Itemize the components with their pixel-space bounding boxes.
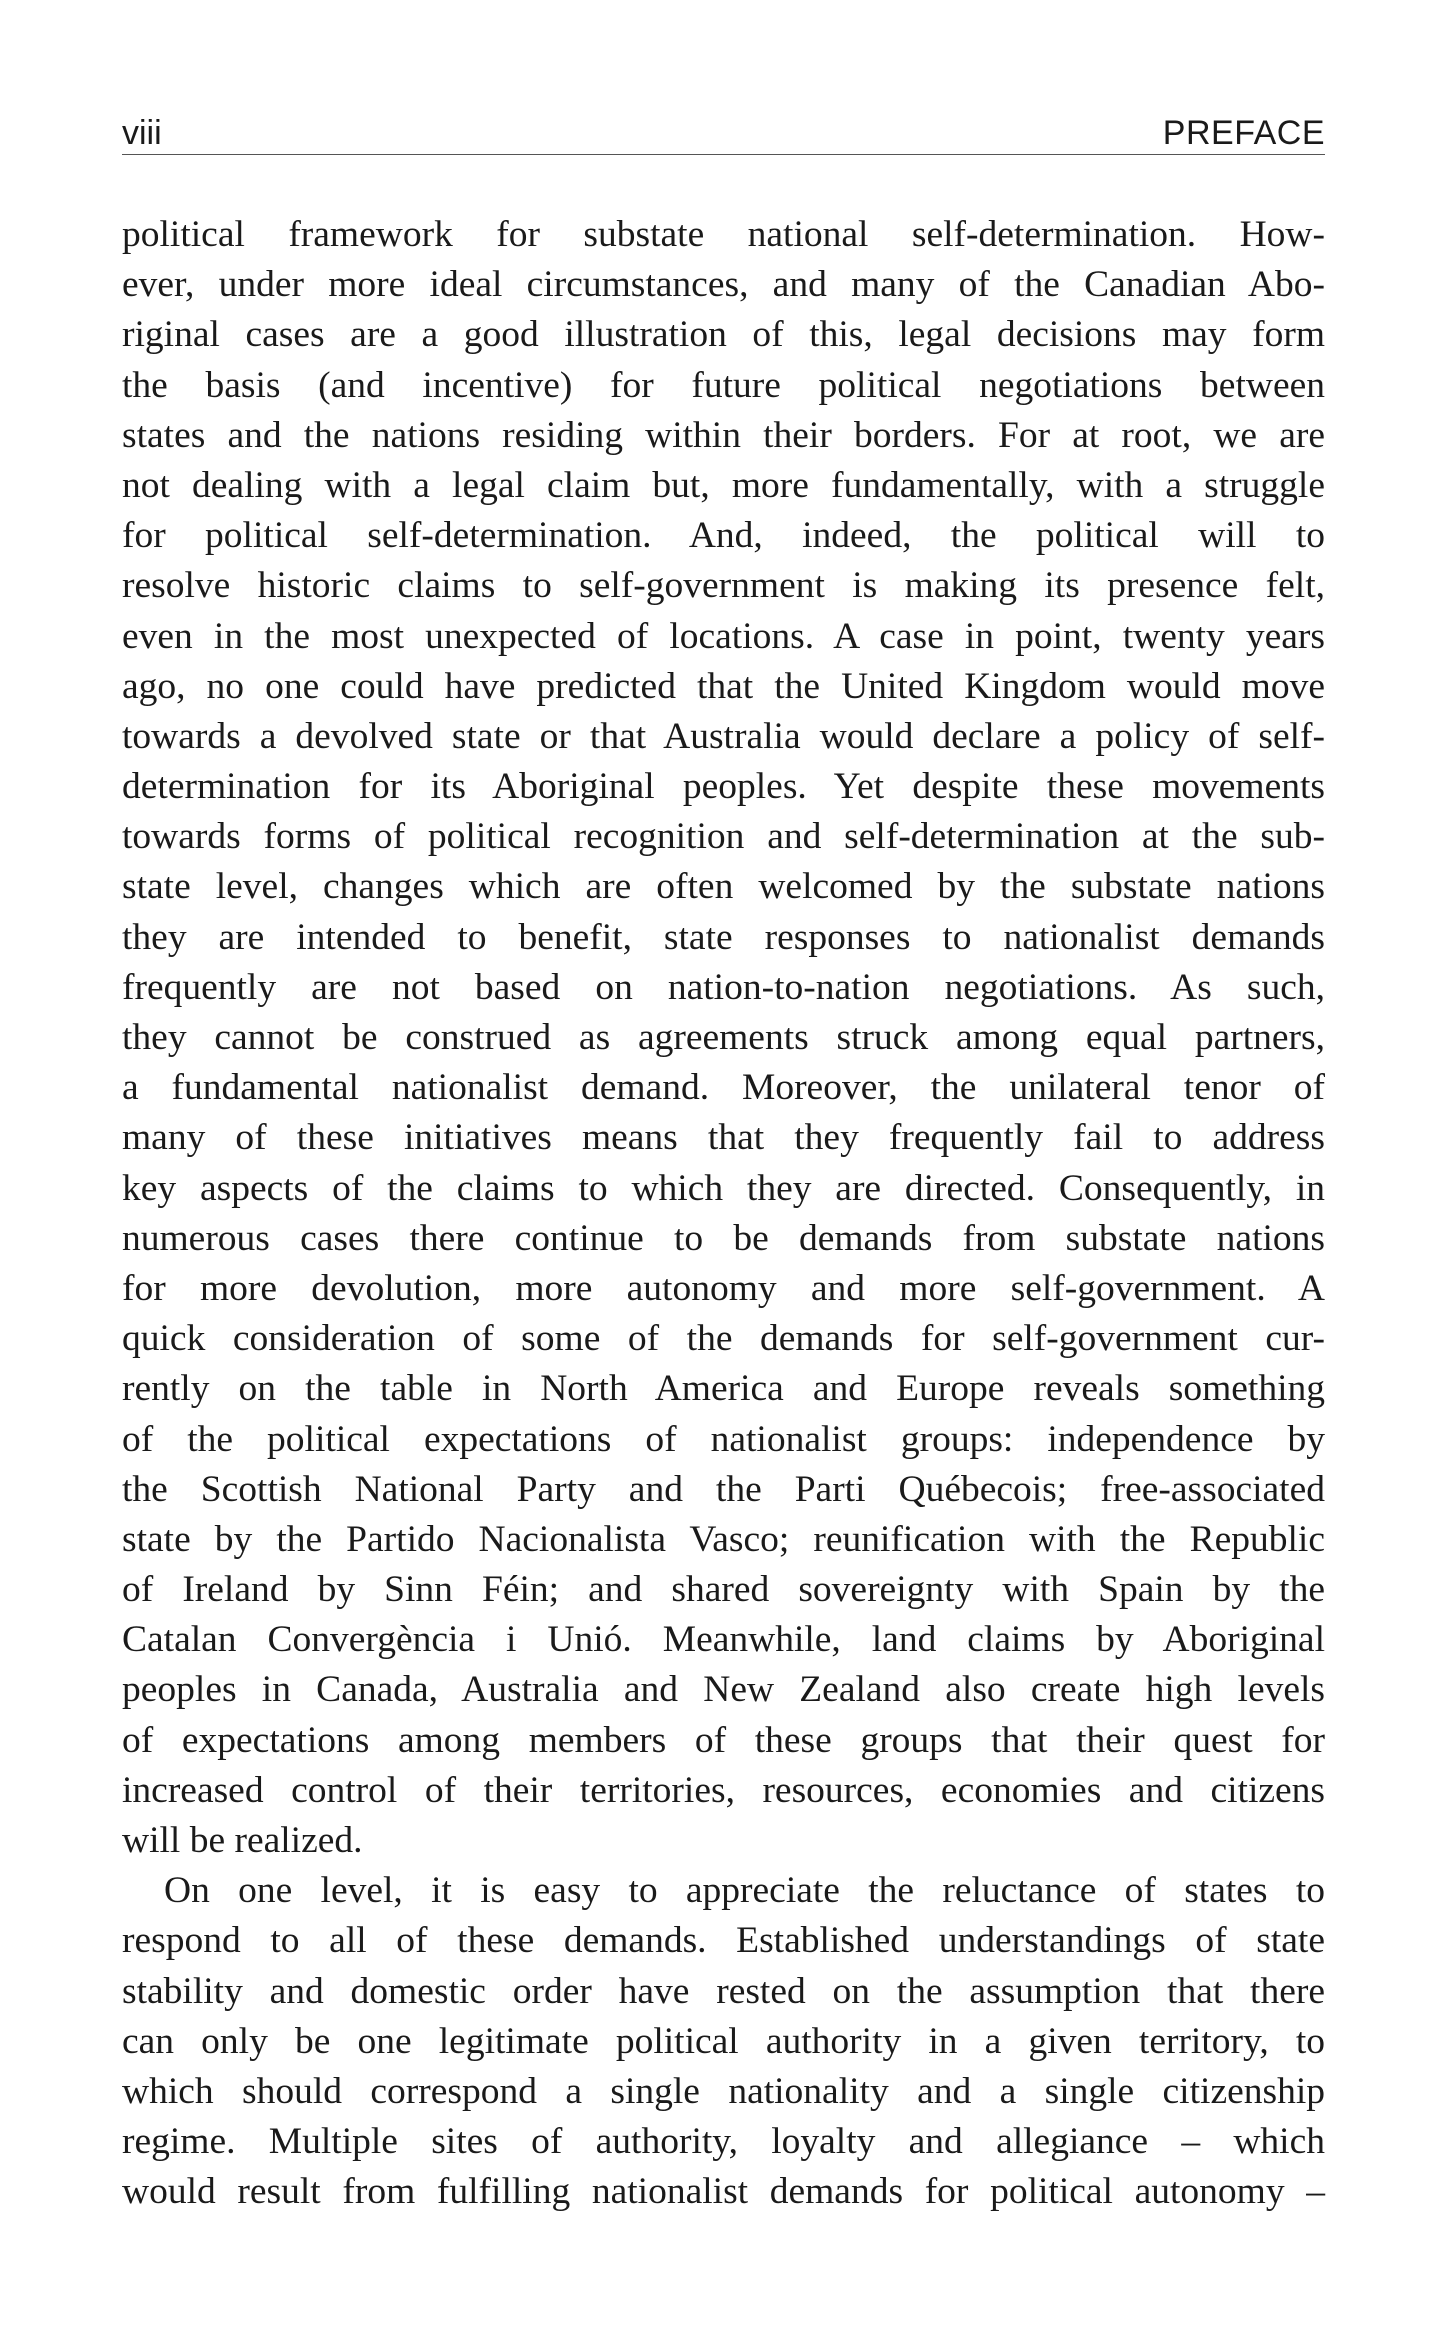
text-line: state level, changes which are often welcomed by the substate nations: [122, 866, 1325, 908]
text-line: increased control of their territories, resources, economies and citizens: [122, 1769, 1325, 1811]
text-line: towards a devolved state or that Australia would declare a policy of self-: [122, 715, 1325, 757]
text-line: states and the nations residing within their borders. For at root, we are: [122, 414, 1325, 456]
text-line: will be realized.: [122, 1820, 363, 1861]
text-line: can only be one legitimate political authority in a given territory, to: [122, 2020, 1325, 2062]
text-line: the basis (and incentive) for future political negotiations between: [122, 364, 1325, 406]
text-line: stability and domestic order have rested on the assumption that there: [122, 1970, 1325, 2012]
text-line: Catalan Convergència i Unió. Meanwhile, land claims by Aboriginal: [122, 1619, 1325, 1661]
text-line: quick consideration of some of the demands for self-government cur-: [122, 1318, 1325, 1360]
text-line: frequently are not based on nation-to-nation negotiations. As such,: [122, 966, 1325, 1008]
text-line: which should correspond a single nationality and a single citizenship: [122, 2070, 1325, 2112]
text-line: political framework for substate national self-determination. How-: [122, 214, 1325, 255]
text-line: even in the most unexpected of locations. A case in point, twenty years: [122, 615, 1325, 657]
text-line: of Ireland by Sinn Féin; and shared sovereignty with Spain by the: [122, 1569, 1325, 1611]
text-line: a fundamental nationalist demand. Moreover, the unilateral tenor of: [122, 1067, 1325, 1109]
page-number: viii: [122, 114, 162, 152]
text-line: respond to all of these demands. Established understandings of state: [122, 1920, 1325, 1962]
text-line: regime. Multiple sites of authority, loyalty and allegiance – which: [122, 2121, 1325, 2163]
running-head: [122, 112, 1325, 155]
text-line: for political self-determination. And, indeed, the political will to: [122, 515, 1325, 557]
text-line: state by the Partido Nacionalista Vasco; reunification with the Republic: [122, 1518, 1325, 1560]
text-line: riginal cases are a good illustration of this, legal decisions may form: [122, 314, 1325, 356]
text-line: would result from fulfilling nationalist demands for political autonomy –: [122, 2171, 1325, 2213]
text-line: for more devolution, more autonomy and more self-government. A: [122, 1267, 1325, 1309]
text-line: the Scottish National Party and the Parti Québecois; free-associated: [122, 1468, 1325, 1510]
text-line: ago, no one could have predicted that the United Kingdom would move: [122, 665, 1325, 707]
text-line: rently on the table in North America and Europe reveals something: [122, 1368, 1325, 1410]
text-line: peoples in Canada, Australia and New Zealand also create high levels: [122, 1669, 1325, 1711]
text-line: key aspects of the claims to which they are directed. Consequently, in: [122, 1167, 1325, 1209]
text-line: determination for its Aboriginal peoples. Yet despite these movements: [122, 766, 1325, 808]
text-line: many of these initiatives means that they frequently fail to address: [122, 1117, 1325, 1159]
text-line: they are intended to benefit, state responses to nationalist demands: [122, 916, 1325, 958]
text-line: On one level, it is easy to appreciate the reluctance of states to: [164, 1870, 1325, 1912]
text-line: numerous cases there continue to be demands from substate nations: [122, 1217, 1325, 1259]
text-line: ever, under more ideal circumstances, and many of the Canadian Abo-: [122, 264, 1325, 306]
text-line: not dealing with a legal claim but, more fundamentally, with a struggle: [122, 464, 1325, 506]
paragraph: [122, 1866, 1325, 2217]
running-head-title: PREFACE: [1162, 114, 1325, 152]
text-line: resolve historic claims to self-government is making its presence felt,: [122, 565, 1325, 607]
text-line: of the political expectations of nationalist groups: independence by: [122, 1418, 1325, 1460]
text-line: they cannot be construed as agreements struck among equal partners,: [122, 1017, 1325, 1058]
text-line: of expectations among members of these groups that their quest for: [122, 1719, 1325, 1761]
text-line: towards forms of political recognition and self-determination at the sub-: [122, 816, 1325, 858]
body-text: [122, 210, 1325, 2218]
paragraph: [122, 210, 1325, 1866]
